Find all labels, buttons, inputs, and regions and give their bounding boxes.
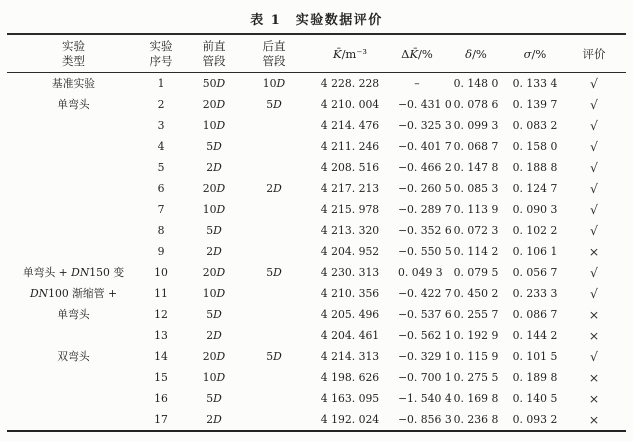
delta-cell: 0. 072 3 [453, 224, 499, 237]
front-pipe-cell: 2D [206, 245, 222, 258]
table-row [7, 325, 626, 346]
kbar-cell: 4 211. 246 [320, 140, 380, 153]
delta-cell: 0. 236 8 [453, 413, 499, 426]
front-pipe-cell: 50D [202, 77, 226, 90]
kbar-cell: 4 198. 626 [320, 371, 380, 384]
sigma-cell: 0. 056 7 [512, 266, 558, 279]
kbar-cell: 4 217. 213 [320, 182, 380, 195]
experiment-no-cell: 16 [154, 392, 168, 405]
delta-kbar-cell: – [414, 77, 420, 90]
header-front-pipe: 前直 管段 [182, 34, 246, 73]
front-pipe-cell: 2D [206, 413, 222, 426]
evaluation-cell: √ [590, 286, 598, 301]
rear-pipe-cell: 5D [266, 350, 282, 363]
sigma-cell: 0. 188 8 [512, 161, 558, 174]
header-rear-pipe: 后直 管段 [246, 34, 302, 73]
table-row [7, 346, 626, 367]
delta-cell: 0. 450 2 [453, 287, 499, 300]
front-pipe-cell: 10D [202, 203, 226, 216]
sigma-cell: 0. 133 4 [512, 77, 558, 90]
experiment-no-cell: 2 [157, 98, 165, 111]
experiment-no-cell: 1 [157, 77, 165, 90]
experiment-no-cell: 15 [154, 371, 168, 384]
front-pipe-cell: 10D [202, 371, 226, 384]
evaluation-cell: √ [590, 265, 598, 280]
table-header [7, 34, 626, 73]
front-pipe-cell: 5D [206, 140, 222, 153]
table-body [7, 73, 626, 432]
evaluation-cell: × [588, 391, 600, 406]
delta-kbar-cell: −0. 289 7 [398, 203, 452, 216]
experiment-no-cell: 10 [154, 266, 168, 279]
sigma-cell: 0. 189 8 [512, 371, 558, 384]
rear-pipe-cell [246, 388, 302, 409]
sigma-cell: 0. 139 7 [512, 98, 558, 111]
sigma-cell: 0. 140 5 [512, 392, 558, 405]
table-row [7, 367, 626, 388]
experiment-no-cell: 4 [157, 140, 165, 153]
rear-pipe-cell [246, 325, 302, 346]
sigma-cell: 0. 083 2 [512, 119, 558, 132]
delta-kbar-cell: −1. 540 4 [398, 392, 452, 405]
evaluation-cell: √ [590, 160, 598, 175]
experiment-no-cell: 3 [157, 119, 165, 132]
table-row [7, 136, 626, 157]
table-row [7, 199, 626, 220]
delta-kbar-cell: −0. 537 6 [398, 308, 452, 321]
evaluation-cell: √ [590, 349, 598, 364]
experiment-no-cell: 6 [157, 182, 165, 195]
table-row [7, 94, 626, 115]
experiment-type-cell: 基准实验 [51, 77, 96, 90]
rear-pipe-cell [246, 157, 302, 178]
kbar-cell: 4 205. 496 [320, 308, 380, 321]
evaluation-cell: × [588, 412, 600, 427]
header-sigma: σ/% [508, 34, 562, 73]
table-row [7, 262, 626, 283]
delta-cell: 0. 148 0 [453, 77, 499, 90]
front-pipe-cell: 20D [202, 98, 226, 111]
delta-cell: 0. 068 7 [453, 140, 499, 153]
delta-kbar-cell: −0. 329 1 [398, 350, 452, 363]
experiment-no-cell: 9 [157, 245, 165, 258]
sigma-cell: 0. 093 2 [512, 413, 558, 426]
front-pipe-cell: 2D [206, 329, 222, 342]
delta-kbar-cell: −0. 700 1 [398, 371, 452, 384]
kbar-cell: 4 192. 024 [320, 413, 380, 426]
delta-kbar-cell: −0. 352 6 [398, 224, 452, 237]
delta-cell: 0. 078 6 [453, 98, 499, 111]
experiment-no-cell: 13 [154, 329, 168, 342]
table-row [7, 304, 626, 325]
delta-cell: 0. 099 3 [453, 119, 499, 132]
table-title: 表 1 实验数据评价 [250, 13, 383, 28]
experiment-type-cell: DN100 渐缩管 + [29, 287, 118, 300]
header-evaluation: 评价 [562, 34, 626, 73]
front-pipe-cell: 20D [202, 266, 226, 279]
rear-pipe-cell [246, 241, 302, 262]
front-pipe-cell: 2D [206, 161, 222, 174]
front-pipe-cell: 5D [206, 308, 222, 321]
delta-kbar-cell: −0. 260 5 [398, 182, 452, 195]
front-pipe-cell: 20D [202, 182, 226, 195]
experiment-type-cell [7, 241, 140, 262]
experiment-no-cell: 11 [154, 287, 168, 300]
sigma-cell: 0. 158 0 [512, 140, 558, 153]
table-row [7, 178, 626, 199]
kbar-cell: 4 214. 476 [320, 119, 380, 132]
kbar-cell: 4 215. 978 [320, 203, 380, 216]
table-row [7, 73, 626, 95]
experiment-no-cell: 12 [154, 308, 168, 321]
table-row [7, 283, 626, 304]
table-row [7, 241, 626, 262]
evaluation-cell: √ [590, 139, 598, 154]
evaluation-cell: × [588, 328, 600, 343]
delta-kbar-cell: −0. 401 7 [398, 140, 452, 153]
experiment-type-cell [7, 220, 140, 241]
evaluation-cell: × [588, 370, 600, 385]
rear-pipe-cell: 10D [262, 77, 286, 90]
rear-pipe-cell: 5D [266, 266, 282, 279]
kbar-cell: 4 213. 320 [320, 224, 380, 237]
experiment-type-cell [7, 199, 140, 220]
delta-cell: 0. 192 9 [453, 329, 499, 342]
kbar-cell: 4 163. 095 [320, 392, 380, 405]
delta-kbar-cell: −0. 422 7 [398, 287, 452, 300]
rear-pipe-cell [246, 199, 302, 220]
table-row [7, 409, 626, 431]
delta-kbar-cell: −0. 466 2 [398, 161, 452, 174]
front-pipe-cell: 20D [202, 350, 226, 363]
kbar-cell: 4 208. 516 [320, 161, 380, 174]
experiment-type-cell: 单弯头 [57, 98, 90, 111]
evaluation-cell: √ [590, 181, 598, 196]
experiment-no-cell: 14 [154, 350, 168, 363]
rear-pipe-cell [246, 304, 302, 325]
experiment-type-cell [7, 409, 140, 431]
delta-cell: 0. 147 8 [453, 161, 499, 174]
table-row [7, 157, 626, 178]
kbar-cell: 4 204. 461 [320, 329, 380, 342]
delta-kbar-cell: −0. 856 3 [398, 413, 452, 426]
sigma-cell: 0. 101 5 [512, 350, 558, 363]
delta-cell: 0. 169 8 [453, 392, 499, 405]
kbar-cell: 4 204. 952 [320, 245, 380, 258]
rear-pipe-cell [246, 409, 302, 431]
header-delta: δ/% [452, 34, 508, 73]
experiment-type-cell [7, 367, 140, 388]
experiment-type-cell [7, 115, 140, 136]
front-pipe-cell: 10D [202, 119, 226, 132]
delta-cell: 0. 085 3 [453, 182, 499, 195]
kbar-cell: 4 230. 313 [320, 266, 380, 279]
evaluation-cell: × [588, 244, 600, 259]
experiment-no-cell: 17 [154, 413, 168, 426]
delta-kbar-cell: 0. 049 3 [398, 266, 443, 279]
front-pipe-cell: 5D [206, 224, 222, 237]
header-experiment-no: 实验 序号 [140, 34, 182, 73]
header-experiment-type: 实验 类型 [7, 34, 140, 73]
delta-kbar-cell: −0. 325 3 [398, 119, 452, 132]
evaluation-cell: √ [590, 223, 598, 238]
evaluation-cell: × [588, 307, 600, 322]
header-row [7, 34, 626, 73]
rear-pipe-cell: 5D [266, 98, 282, 111]
evaluation-cell: √ [590, 202, 598, 217]
delta-kbar-cell: −0. 562 1 [398, 329, 452, 342]
sigma-cell: 0. 090 3 [512, 203, 558, 216]
delta-kbar-cell: −0. 550 5 [398, 245, 452, 258]
header-delta-kbar: ΔK̄/% [398, 34, 452, 73]
evaluation-cell: √ [590, 76, 598, 91]
delta-cell: 0. 255 7 [453, 308, 499, 321]
evaluation-cell: √ [590, 118, 598, 133]
experiment-type-cell: 单弯头 [57, 308, 90, 321]
sigma-cell: 0. 233 3 [512, 287, 558, 300]
experiment-type-cell [7, 178, 140, 199]
sigma-cell: 0. 106 1 [512, 245, 558, 258]
experiment-type-cell [7, 136, 140, 157]
front-pipe-cell: 10D [202, 287, 226, 300]
rear-pipe-cell [246, 115, 302, 136]
sigma-cell: 0. 086 7 [512, 308, 558, 321]
sigma-cell: 0. 144 2 [512, 329, 558, 342]
experiment-type-cell [7, 157, 140, 178]
kbar-cell: 4 210. 356 [320, 287, 380, 300]
rear-pipe-cell [246, 136, 302, 157]
delta-cell: 0. 113 9 [453, 203, 499, 216]
kbar-cell: 4 228. 228 [320, 77, 380, 90]
header-kbar: K̄/m⁻³ [302, 34, 398, 73]
delta-cell: 0. 114 2 [453, 245, 499, 258]
front-pipe-cell: 5D [206, 392, 222, 405]
experiment-type-cell: 单弯头 + DN150 变 [22, 266, 125, 279]
delta-cell: 0. 079 5 [453, 266, 499, 279]
table-row [7, 388, 626, 409]
delta-cell: 0. 275 5 [453, 371, 499, 384]
rear-pipe-cell [246, 283, 302, 304]
evaluation-cell: √ [590, 97, 598, 112]
table-row [7, 115, 626, 136]
experiment-type-cell: 双弯头 [57, 350, 90, 363]
experiment-no-cell: 5 [157, 161, 165, 174]
experiment-no-cell: 8 [157, 224, 165, 237]
experiment-type-cell [7, 325, 140, 346]
experiment-evaluation-table [7, 33, 626, 432]
rear-pipe-cell [246, 367, 302, 388]
delta-cell: 0. 115 9 [453, 350, 499, 363]
kbar-cell: 4 210. 004 [320, 98, 380, 111]
experiment-no-cell: 7 [157, 203, 165, 216]
rear-pipe-cell [246, 220, 302, 241]
delta-kbar-cell: −0. 431 0 [398, 98, 452, 111]
experiment-type-cell [7, 388, 140, 409]
table-row [7, 220, 626, 241]
sigma-cell: 0. 124 7 [512, 182, 558, 195]
kbar-cell: 4 214. 313 [320, 350, 380, 363]
sigma-cell: 0. 102 2 [512, 224, 558, 237]
rear-pipe-cell: 2D [266, 182, 282, 195]
